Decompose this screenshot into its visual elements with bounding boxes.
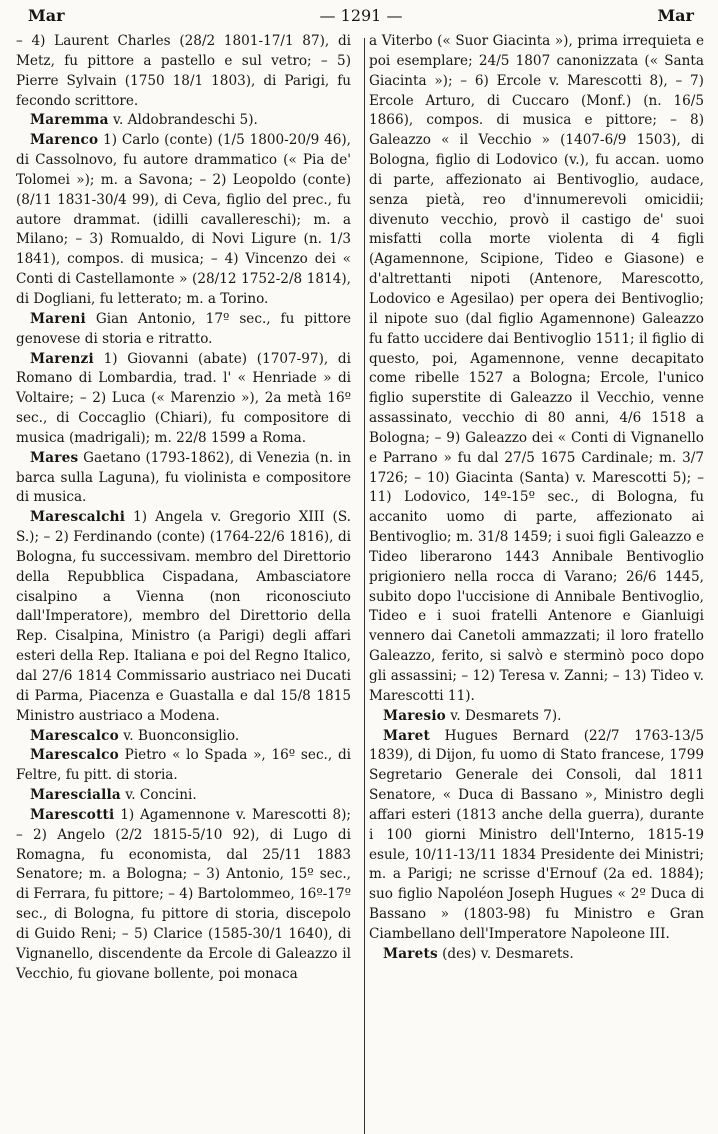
entry-headword: Marescalchi [30, 509, 126, 526]
entry-text: a Viterbo (« Suor Giacinta »), prima irrequieta e poi esemplare; 24/5 1807 canonizzata (« Santa Giacinta »); – 6) Ercole v. Marescotti 8), – 7) Ercole Arturo, di Cuccaro (Monf.) (n. 16/5 1866), compos. di musica e pittore; – 8) Galeazzo « il Vecchio » (1407-6/9 1503), di Bologna, figlio di Lodovico (v.), fu accan. uomo di parte, affezionato ai Bentivoglio, audace, senza pietà, reo d'innumerevoli omicidii; divenuto vecchio, provò il castigo de' suoi misfatti colla morte violenta di 4 figli (Agamennone, Scipione, Tideo e Giasone) e d'altrettanti nipoti (Antenore, Marescotto, Lodovico e Agesilao) per opera dei Bentivoglio; il nipote suo (dal figlio Agamennone) Galeazzo fu fatto uccidere dai Bentivoglio 1511; il figlio di questo, poi, Agamennone, venne decapitato come ribelle 1527 a Bologna; Ercole, l'unico figlio superstite di Galeazzo il Vecchio, venne assassinato, vecchio di 80 anni, 4/6 1518 a Bologna; – 9) Galeazzo dei « Conti di Vignanello e Parrano » fu dal 27/5 1675 Cardinale; m. 3/7 1726; – 10) Giacinta (Santa) v. Marescotti 5); – 11) Lodovico, 14º-15º sec., di Bologna, fu accanito uomo di parte, affezionato ai Bentivoglio; m. 31/8 1459; i suoi figli Galeazzo e Tideo liberarono 1443 Annibale Bentivoglio prigioniero nella rocca di Varano; 26/6 1445, subito dopo l'uccisione di Annibale Bentivoglio, Tideo e i suoi fratelli Antenore e Gianluigi vennero dai Canetoli ammazzati; il loro fratello Galeazzo, ferito, si salvò e sterminò poco dopo gli assassini; – 12) Teresa v. Zanni; – 13) Tideo v. Marescotti 11). [369, 33, 704, 704]
dictionary-entry [16, 746, 351, 786]
right-column [369, 32, 704, 985]
header-left-guide-word: Mar [28, 6, 65, 25]
entry-text: Gian Antonio, 17º sec., fu pittore genovese di storia e ritratto. [16, 310, 351, 347]
entry-headword: Mareni [30, 310, 86, 327]
two-column-body [16, 32, 704, 985]
entry-headword: Marenco [30, 132, 99, 149]
entry-text: 1) Angela v. Gregorio XIII (S. S.); – 2) Ferdinando (conte) (1764-22/6 1816), di Bologna, fu successivam. membro del Direttorio della Repubblica Cispadana, Ambasciatore cisalpino a Vienna (non riconosciuto dall'Imperatore), membro del Direttorio della Rep. Cisalpina, Ministro (a Parigi) degli affari esteri della Rep. Italiana e poi del Regno Italico, dal 27/6 1814 Commissario austriaco nei Ducati di Parma, Piacenza e Guastalla e dal 15/8 1815 Ministro austriaco a Modena. [16, 509, 351, 724]
entry-headword: Marescalco [30, 747, 119, 764]
dictionary-entry [16, 806, 351, 985]
header-right-guide-word: Mar [657, 6, 694, 25]
dictionary-entry [16, 111, 351, 131]
dictionary-entry [16, 350, 351, 449]
entry-headword: Maresio [383, 707, 446, 724]
column-divider [364, 38, 365, 1134]
entry-text: Pietro « lo Spada », 16º sec., di Feltre, fu pitt. di storia. [16, 747, 351, 784]
entry-headword: Maremma [30, 112, 109, 129]
dictionary-entry [16, 449, 351, 509]
dictionary-entry [369, 945, 704, 965]
entry-headword: Marescotti [30, 806, 115, 823]
entry-text: 1) Giovanni (abate) (1707-97), di Romano di Lombardia, trad. l' « Henriade » di Voltaire; – 2) Luca (« Marenzio »), 2a metà 16º sec., di Coccaglio (Chiari), fu compositore di musica (madrigali); m. 22/8 1599 a Roma. [16, 350, 351, 446]
entry-text: v. Concini. [120, 787, 197, 804]
entry-headword: Marets [383, 945, 438, 962]
page-number: — 1291 — [319, 6, 403, 25]
entry-headword: Marescalco [30, 727, 119, 744]
dictionary-entry [369, 32, 704, 707]
entry-headword: Marenzi [30, 350, 94, 367]
entry-text: 1) Agamennone v. Marescotti 8); – 2) Angelo (2/2 1815-5/10 92), di Lugo di Romagna, fu economista, dal 25/11 1883 Senatore; m. a Bologna; – 3) Antonio, 15º sec., di Ferrara, fu pittore; – 4) Bartolommeo, 16º-17º sec., di Bologna, fu pittore di storia, discepolo di Guido Reni; – 5) Clarice (1585-30/1 1640), di Vignanello, discendente da Ercole di Galeazzo il Vecchio, fu giovane bollente, poi monaca [16, 806, 351, 982]
entry-headword: Mares [30, 449, 79, 466]
page-header [16, 6, 704, 30]
dictionary-entry [16, 131, 351, 310]
entry-text: Hugues Bernard (22/7 1763-13/5 1839), di Dijon, fu uomo di Stato francese, 1799 Segretario Generale dei Consoli, dal 1811 Senatore, « Duca di Bassano », Ministro degli affari esteri (1813 anche della guerra), durante i 100 giorni Ministro dell'Interno, 1815-19 esule, 10/11-13/11 1834 Presidente dei Ministri; m. a Parigi; ne scrisse d'Ernouf (2a ed. 1884); suo figlio Napoléon Joseph Hugues « 2º Duca di Bassano » (1803-98) fu Ministro e Gran Ciambellano dell'Imperatore Napoleone III. [369, 727, 704, 942]
entry-text: v. Buonconsiglio. [118, 727, 240, 744]
dictionary-entry [16, 786, 351, 806]
entry-text: (des) v. Desmarets. [437, 945, 574, 962]
dictionary-entry [16, 508, 351, 726]
entry-headword: Marescialla [30, 787, 121, 804]
entry-headword: Maret [383, 727, 430, 744]
entry-text: – 4) Laurent Charles (28/2 1801-17/1 87), di Metz, fu pittore a pastello e sul vetro; – 5) Pierre Sylvain (1750 18/1 1803), di Parigi, fu fecondo scrittore. [16, 33, 351, 109]
dictionary-entry [16, 727, 351, 747]
entry-text: Gaetano (1793-1862), di Venezia (n. in barca sulla Laguna), fu violinista e compositore di musica. [16, 449, 351, 506]
dictionary-entry [16, 310, 351, 350]
dictionary-entry [369, 727, 704, 945]
dictionary-entry [16, 32, 351, 111]
dictionary-entry [369, 707, 704, 727]
entry-text: v. Desmarets 7). [445, 707, 562, 724]
entry-text: 1) Carlo (conte) (1/5 1800-20/9 46), di Cassolnovo, fu autore drammatico (« Pia de' Tolomei »); m. a Savona; – 2) Leopoldo (conte) (8/11 1831-30/4 99), di Ceva, figlio del prec., fu autore drammat. (idilli cavallereschi); m. a Milano; – 3) Romualdo, di Novi Ligure (n. 1/3 1841), compos. di musica; – 4) Vincenzo dei « Conti di Castellamonte » (28/12 1752-2/8 1814), di Dogliani, fu letterato; m. a Torino. [16, 132, 351, 307]
left-column [16, 32, 351, 985]
entry-text: v. Aldobrandeschi 5). [108, 112, 258, 129]
